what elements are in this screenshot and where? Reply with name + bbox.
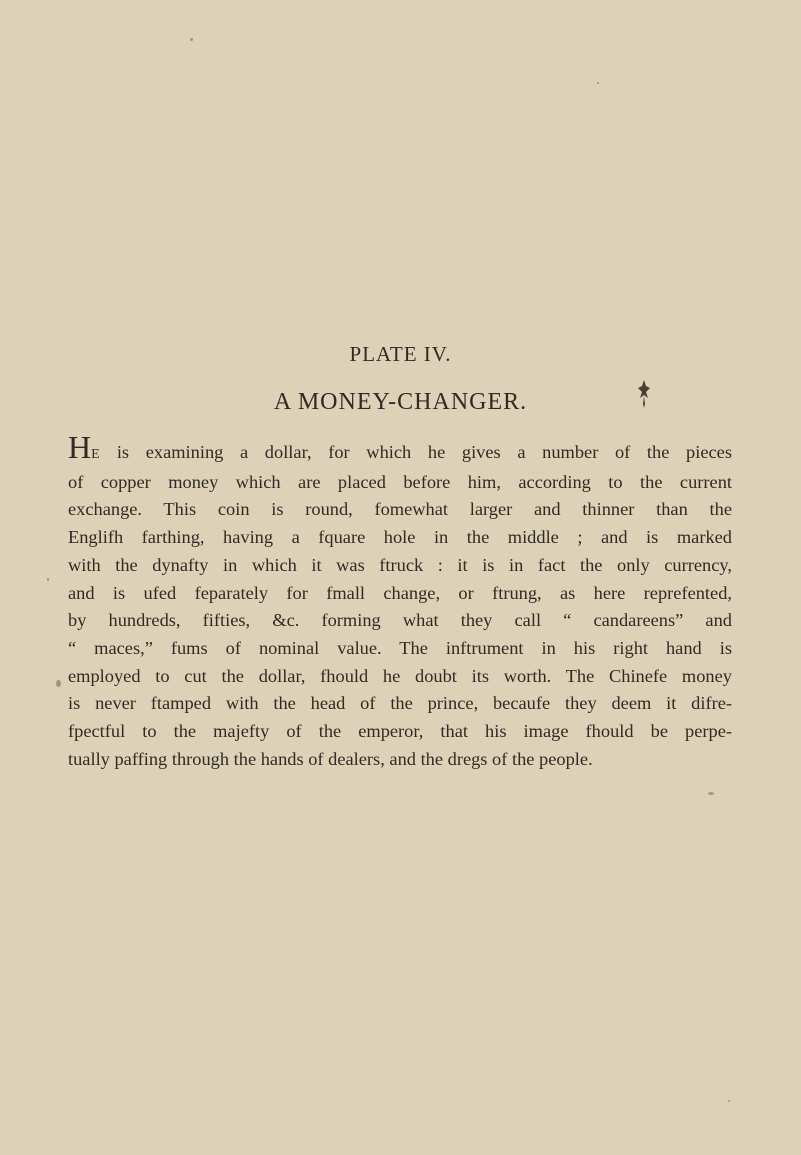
paper-speck (728, 1100, 730, 1102)
body-line: Englifh farthing, having a fquare hole in the middle ; and is marked (68, 527, 732, 548)
printer-ornament-icon (636, 378, 652, 410)
body-line: of copper money which are placed before him, according to the current (68, 471, 732, 492)
article-title: A MONEY-CHANGER. (273, 389, 528, 415)
paper-speck (190, 38, 193, 41)
article-body (68, 429, 732, 773)
body-line: fpectful to the majefty of the emperor, that his image fhould be perpe- (68, 721, 732, 742)
body-line: and is ufed feparately for fmall change, or ftrung, as here reprefented, (68, 582, 732, 603)
body-line: employed to cut the dollar, fhould he doubt its worth. The Chinefe money (68, 665, 732, 686)
body-line: tually paffing through the hands of dealers, and the dregs of the people. (68, 748, 593, 769)
drop-cap: H (68, 429, 92, 465)
paper-speck (597, 82, 599, 84)
body-line: “ maces,” fums of nominal value. The inftrument in his right hand is (68, 637, 732, 658)
paper-speck (708, 792, 714, 795)
small-caps: E (91, 447, 101, 462)
body-line: by hundreds, fifties, &c. forming what they call “ candareens” and (68, 610, 732, 631)
paper-speck (56, 680, 61, 687)
plate-label: PLATE IV. (349, 342, 452, 366)
body-line: with the dynafty in which it was ftruck : it is in fact the only currency, (68, 554, 732, 575)
body-line: is never ftamped with the head of the prince, becaufe they deem it difre- (68, 693, 732, 714)
paper-speck (47, 578, 49, 581)
line-text: is examining a dollar, for which he gives a number of the pieces (100, 442, 732, 462)
body-line (68, 429, 732, 469)
body-line: exchange. This coin is round, fomewhat larger and thinner than the (68, 499, 732, 520)
